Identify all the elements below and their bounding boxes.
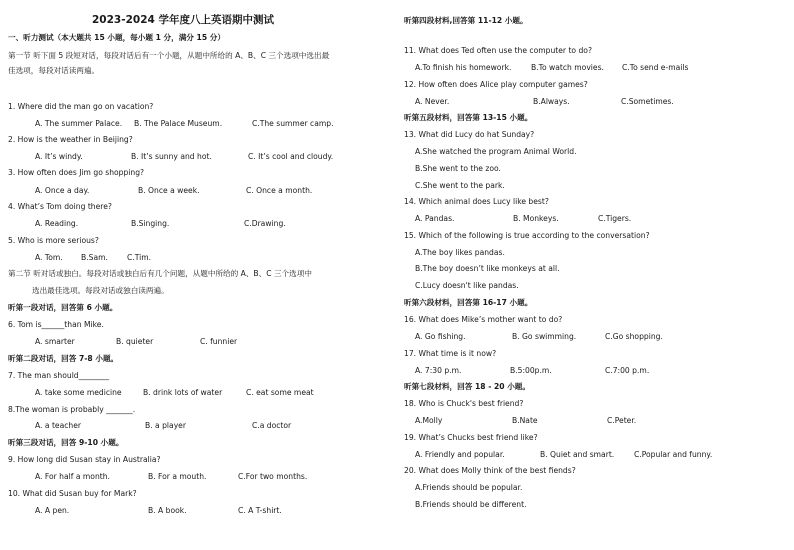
- question-stem: 4. What’s Tom doing there?: [8, 202, 112, 211]
- part1-instructions: 第一节 听下面 5 段短对话，每段对话后有一个小题，从题中所给的 A、B、C 三个选项中选出最: [8, 51, 330, 60]
- passage-heading: 听第一段对话，回答第 6 小题。: [8, 303, 118, 312]
- option-a: A. Pandas.: [415, 214, 455, 223]
- option-c: C.Drawing.: [244, 219, 286, 228]
- option-c: C.Lucy doesn't like pandas.: [415, 281, 519, 290]
- option-a: A. take some medicine: [35, 388, 122, 397]
- option-b: B. For a mouth.: [148, 472, 207, 481]
- option-c: C.a doctor: [252, 421, 292, 430]
- question-stem: 12. How often does Alice play computer games?: [404, 80, 588, 89]
- section-heading: 一、听力测试（本大题共 15 小题，每小题 1 分，满分 15 分）: [8, 33, 225, 42]
- option-c: C.Peter.: [607, 416, 637, 425]
- passage-heading: 听第四段材料,回答第 11-12 小题。: [404, 16, 528, 25]
- option-c: C.For two months.: [238, 472, 308, 481]
- option-c: C.To send e-mails: [622, 63, 689, 72]
- option-a: A. Go fishing.: [415, 332, 466, 341]
- option-a: A.Molly: [415, 416, 443, 425]
- option-b: B. Once a week.: [138, 186, 200, 195]
- question-stem: 16. What does Mike’s mother want to do?: [404, 315, 563, 324]
- question-stem: 3. How often does Jim go shopping?: [8, 168, 145, 177]
- option-b: B.5:00p.m.: [510, 366, 552, 375]
- question-stem: 8.The woman is probably _______.: [8, 405, 136, 414]
- part2-instructions-cont: 选出最佳选项。每段对话或独白读两遍。: [32, 286, 169, 295]
- option-a: A. A pen.: [35, 506, 70, 515]
- option-a: A. It’s windy.: [35, 152, 83, 161]
- option-c: C.Tim.: [127, 253, 152, 262]
- passage-heading: 听第五段材料，回答第 13-15 小题。: [404, 113, 533, 122]
- option-c: C. It’s cool and cloudy.: [248, 152, 334, 161]
- option-a: A. For half a month.: [35, 472, 110, 481]
- question-stem: 11. What does Ted often use the computer to do?: [404, 46, 592, 55]
- option-a: A. Reading.: [35, 219, 79, 228]
- option-a: A. The summer Palace.: [35, 119, 123, 128]
- option-b: B. Monkeys.: [513, 214, 559, 223]
- option-b: B. The Palace Museum.: [134, 119, 223, 128]
- part1-instructions-cont: 佳选项，每段对话读两遍。: [8, 66, 100, 75]
- option-b: B.The boy doesn’t like monkeys at all.: [415, 264, 560, 273]
- question-stem: 9. How long did Susan stay in Australia?: [8, 455, 161, 464]
- option-b: B.She went to the zoo.: [415, 164, 501, 173]
- option-a: A. Once a day.: [35, 186, 90, 195]
- option-b: B.To watch movies.: [531, 63, 604, 72]
- question-stem: 20. What does Molly think of the best fiends?: [404, 466, 576, 475]
- option-b: B.Singing.: [131, 219, 170, 228]
- question-stem: 10. What did Susan buy for Mark?: [8, 489, 137, 498]
- option-b: B. A book.: [148, 506, 187, 515]
- option-a: A. Tom.: [35, 253, 63, 262]
- question-stem: 13. What did Lucy do hat Sunday?: [404, 130, 535, 139]
- option-a: A.To finish his homework.: [415, 63, 512, 72]
- question-stem: 2. How is the weather in Beijing?: [8, 135, 133, 144]
- question-stem: 17. What time is it now?: [404, 349, 497, 358]
- question-stem: 19. What’s Chucks best friend like?: [404, 433, 538, 442]
- option-b: B.Friends should be different.: [415, 500, 527, 509]
- option-c: C.Go shopping.: [605, 332, 663, 341]
- option-c: C.She went to the park.: [415, 181, 505, 190]
- question-stem: 5. Who is more serious?: [8, 236, 99, 245]
- option-c: C. Once a month.: [246, 186, 313, 195]
- option-b: B.Nate: [512, 416, 538, 425]
- option-a: A. smarter: [35, 337, 75, 346]
- option-c: C.7:00 p.m.: [605, 366, 650, 375]
- option-a: A. a teacher: [35, 421, 82, 430]
- option-a: A. Friendly and popular.: [415, 450, 505, 459]
- question-stem: 14. Which animal does Lucy like best?: [404, 197, 549, 206]
- option-c: C. eat some meat: [246, 388, 314, 397]
- passage-heading: 听第七段材料，回答 18 - 20 小题。: [404, 382, 530, 391]
- option-b: B. a player: [145, 421, 186, 430]
- option-c: C.The summer camp.: [252, 119, 334, 128]
- option-b: B. drink lots of water: [143, 388, 223, 397]
- question-stem: 6. Tom is______than Mike.: [8, 320, 104, 329]
- option-a: A.The boy likes pandas.: [415, 248, 505, 257]
- option-c: C.Sometimes.: [621, 97, 674, 106]
- option-a: A.Friends should be popular.: [415, 483, 523, 492]
- question-stem: 18. Who is Chuck's best friend?: [404, 399, 524, 408]
- option-a: A.She watched the program Animal World.: [415, 147, 577, 156]
- option-b: B.Always.: [533, 97, 570, 106]
- option-c: C. funnier: [200, 337, 238, 346]
- passage-heading: 听第二段对话，回答 7-8 小题。: [8, 354, 119, 363]
- passage-heading: 听第三段对话，回答 9-10 小题。: [8, 438, 124, 447]
- question-stem: 15. Which of the following is true according to the conversation?: [404, 231, 650, 240]
- option-c: C.Tigers.: [598, 214, 632, 223]
- part2-instructions: 第二节 听对话或独白。每段对话或独白后有几个问题，从题中所给的 A、B、C 三个选项中: [8, 269, 312, 278]
- option-c: C. A T-shirt.: [238, 506, 282, 515]
- passage-heading: 听第六段材料，回答第 16-17 小题。: [404, 298, 533, 307]
- option-c: C.Popular and funny.: [634, 450, 713, 459]
- option-b: B. Quiet and smart.: [540, 450, 615, 459]
- question-stem: 7. The man should________: [8, 371, 110, 380]
- option-a: A. 7:30 p.m.: [415, 366, 462, 375]
- page-title: 2023-2024 学年度八上英语期中测试: [92, 14, 274, 26]
- option-b: B. Go swimming.: [512, 332, 577, 341]
- option-b: B. It’s sunny and hot.: [131, 152, 212, 161]
- option-b: B.Sam.: [81, 253, 108, 262]
- option-b: B. quieter: [116, 337, 154, 346]
- question-stem: 1. Where did the man go on vacation?: [8, 102, 154, 111]
- option-a: A. Never.: [415, 97, 450, 106]
